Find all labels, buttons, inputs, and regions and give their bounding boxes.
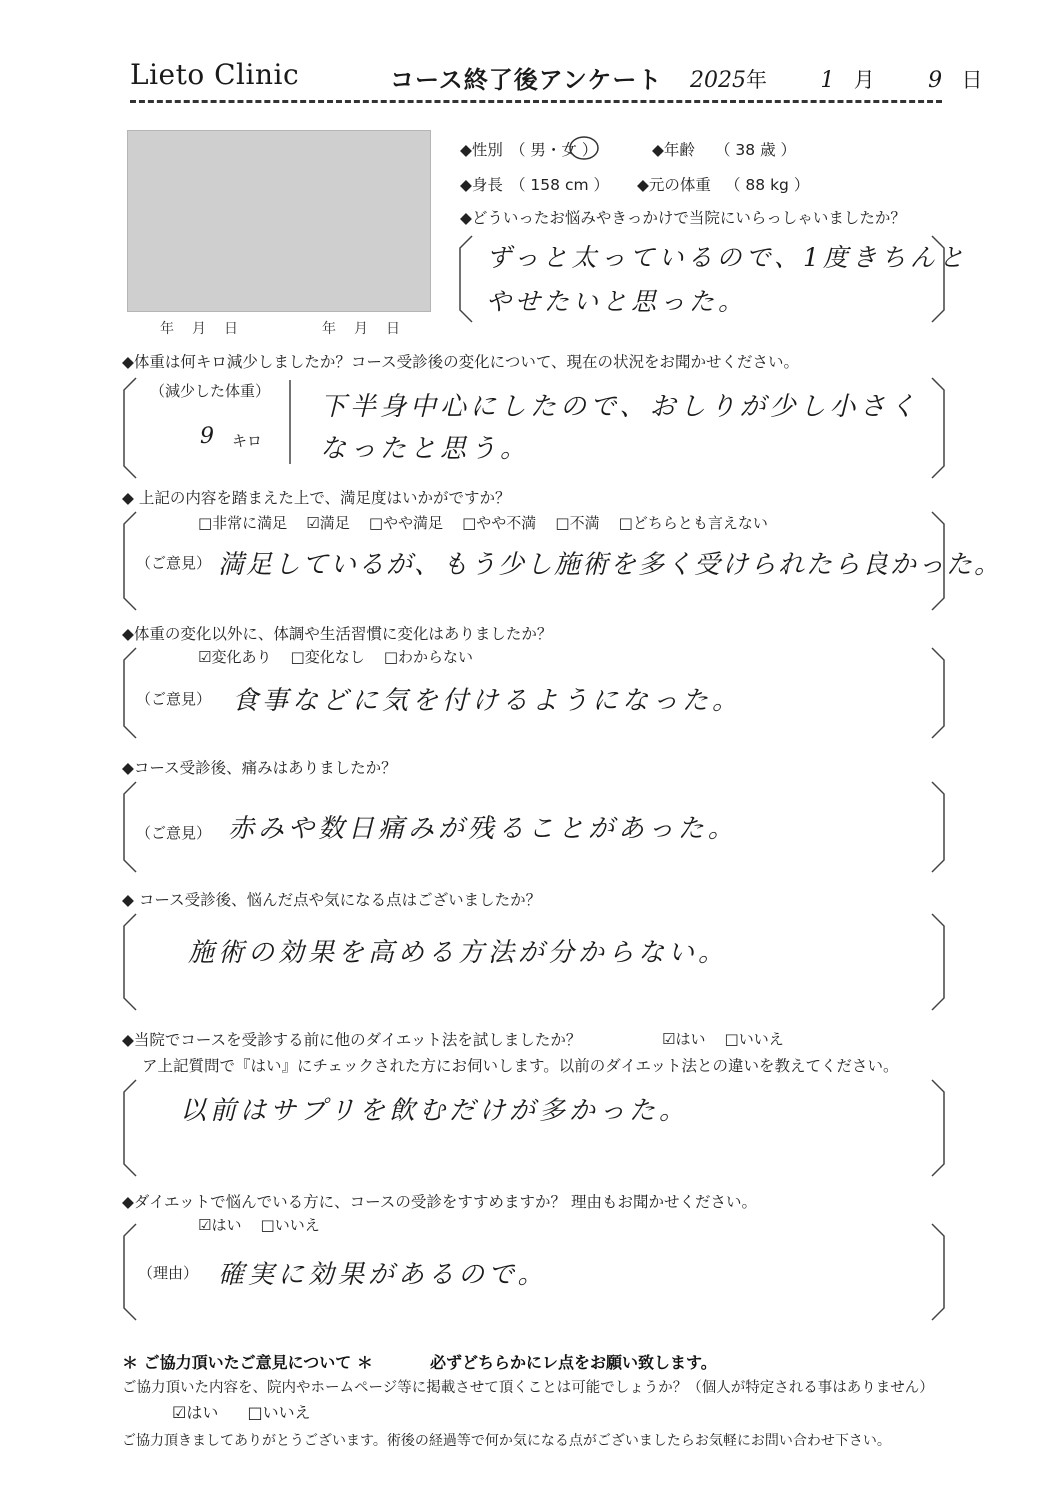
height-value: （ 158 cm ）	[510, 176, 609, 194]
page-title: コース終了後アンケート	[390, 66, 663, 94]
weight-question: ◆体重は何キロ減少しましたか？コース受診後の変化について、現在の状況をお聞かせください。	[122, 353, 800, 371]
satisfaction-opinion-label: （ご意見）	[136, 554, 212, 572]
other-diet-subquestion: ア上記質問で『はい』にチェックされた方にお伺いします。以前のダイエット法との違いを教えてください。	[142, 1057, 899, 1075]
date-day: 9	[928, 68, 943, 93]
reason-question: ◆どういったお悩みやきっかけで当院にいらっしゃいましたか？	[460, 209, 906, 227]
satisfaction-options	[198, 512, 782, 533]
satisfaction-answer: 満足しているが、もう少し施術を多く受けられたら良かった。	[218, 550, 1003, 580]
date-month-unit: 月	[853, 68, 875, 92]
age-value: （ 38 歳 ）	[715, 141, 797, 159]
weight-answer-line1: 下半身中心にしたので、おしりが少し小さく	[320, 392, 920, 422]
survey-date	[690, 64, 983, 94]
other-diet-option-yes[interactable]: ☑はい	[662, 1030, 706, 1048]
pain-question: ◆コース受診後、痛みはありましたか？	[122, 759, 397, 777]
reduced-weight-unit: キロ	[232, 432, 263, 450]
lifestyle-opinion-label: （ご意見）	[136, 690, 212, 708]
recommend-question: ◆ダイエットで悩んでいる方に、コースの受診をすすめますか？ 理由もお聞かせください。	[122, 1193, 757, 1211]
weight-answer-line2: なったと思う。	[320, 434, 531, 464]
gender-circle-icon	[568, 134, 602, 162]
other-diet-answer: 以前はサプリを飲むだけが多かった。	[180, 1096, 689, 1126]
after-photo-date: 年 月 日	[322, 321, 402, 337]
lifestyle-option-changed[interactable]: ☑変化あり	[198, 648, 272, 666]
footer-heading-note: 必ずどちらかにレ点をお願い致します。	[430, 1353, 717, 1372]
footer-thanks: ご協力頂きましてありがとうございます。術後の経過等で何か気になる点がございましたらお気軽にお問い合わせ下さい。	[122, 1433, 891, 1449]
clinic-logo: Lieto Clinic	[130, 58, 300, 91]
satisfaction-option-very-satisfied[interactable]: □非常に満足	[198, 514, 288, 532]
date-year: 2025	[690, 68, 746, 93]
reduced-weight-label: （減少した体重）	[150, 382, 271, 400]
lifestyle-question: ◆体重の変化以外に、体調や生活習慣に変化はありましたか？	[122, 625, 553, 643]
header-divider	[130, 100, 942, 103]
pain-answer: 赤みや数日痛みが残ることがあった。	[228, 814, 738, 844]
recommend-reason-label: （理由）	[138, 1264, 199, 1282]
satisfaction-option-dissatisfied[interactable]: □不満	[555, 514, 600, 532]
age-label: ◆年齢	[652, 141, 695, 159]
recommend-option-no[interactable]: □いいえ	[260, 1216, 320, 1234]
consent-options	[172, 1400, 325, 1423]
concern-answer: 施術の効果を高める方法が分からない。	[188, 938, 729, 968]
concern-question: ◆ コース受診後、悩んだ点や気になる点はございましたか？	[122, 891, 542, 909]
satisfaction-option-neutral[interactable]: □どちらとも言えない	[618, 514, 768, 532]
consent-question: ご協力頂いた内容を、院内やホームページ等に掲載させて頂くことは可能でしょうか？（個人が特定される事はありません）	[122, 1380, 934, 1396]
reason-answer-line1: ずっと太っているので、1度きちんと	[486, 243, 968, 272]
date-day-unit: 日	[961, 68, 983, 92]
recommend-option-yes[interactable]: ☑はい	[198, 1216, 242, 1234]
consent-option-yes[interactable]: ☑はい	[172, 1403, 219, 1422]
footer-heading: ＊ ご協力頂いたご意見について ＊	[122, 1353, 373, 1372]
gender-label: ◆性別	[460, 141, 503, 159]
other-diet-options	[662, 1028, 798, 1049]
lifestyle-answer: 食事などに気を付けるようになった。	[232, 686, 743, 716]
reduced-weight-value: 9	[200, 424, 218, 449]
before-photo-date: 年 月 日	[160, 321, 240, 337]
pain-opinion-label: （ご意見）	[136, 824, 212, 842]
recommend-answer: 確実に効果があるので。	[218, 1260, 548, 1290]
photo-placeholder	[127, 130, 431, 312]
other-diet-question: ◆当院でコースを受診する前に他のダイエット法を試しましたか？	[122, 1031, 582, 1049]
date-year-unit: 年	[746, 68, 767, 92]
original-weight-value: （ 88 kg ）	[725, 176, 810, 194]
original-weight-label: ◆元の体重	[637, 176, 711, 194]
consent-option-no[interactable]: □いいえ	[247, 1403, 311, 1422]
reason-answer-line2: やせたいと思った。	[486, 287, 748, 316]
date-month: 1	[820, 68, 835, 93]
lifestyle-option-unchanged[interactable]: □変化なし	[290, 648, 365, 666]
lifestyle-option-unknown[interactable]: □わからない	[383, 648, 474, 666]
lifestyle-options	[198, 646, 487, 667]
satisfaction-option-somewhat-satisfied[interactable]: □やや満足	[368, 514, 444, 532]
height-label: ◆身長	[460, 176, 503, 194]
other-diet-option-no[interactable]: □いいえ	[724, 1030, 784, 1048]
satisfaction-question: ◆ 上記の内容を踏まえた上で、満足度はいかがですか？	[122, 489, 511, 507]
gender-options: （ 男・女 ）	[510, 141, 598, 159]
satisfaction-option-somewhat-dissatisfied[interactable]: □やや不満	[462, 514, 537, 532]
satisfaction-option-satisfied[interactable]: ☑満足	[306, 514, 350, 532]
